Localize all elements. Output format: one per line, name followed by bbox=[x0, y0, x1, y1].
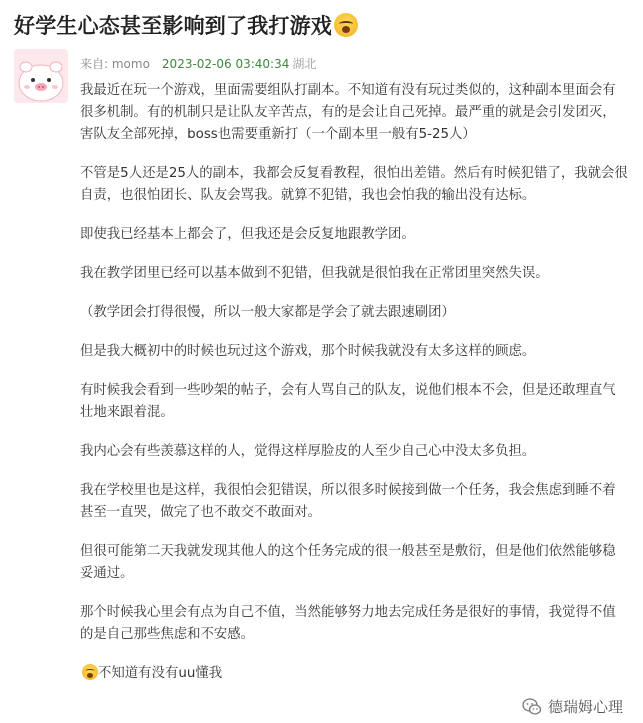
closing-text: 不知道有没有uu懂我 bbox=[98, 666, 223, 681]
post-title bbox=[14, 10, 358, 40]
wechat-icon bbox=[522, 697, 542, 717]
paragraph: 那个时候我心里会有点为自己不值，当然能够努力地去完成任务是很好的事情，我觉得不值的是自己那些焦虑和不安感。 bbox=[80, 605, 616, 642]
post-meta bbox=[80, 55, 316, 72]
paragraph: 我在教学团里已经可以基本做到不犯错，但我就是很怕我在正常团里突然失误。 bbox=[80, 266, 549, 281]
paragraph: 即使我已经基本上都会了，但我还是会反复地跟教学团。 bbox=[80, 227, 415, 242]
watermark-text: 德瑞姆心理 bbox=[547, 698, 623, 716]
crying-face-icon bbox=[334, 13, 358, 37]
crying-face-icon bbox=[82, 664, 98, 680]
paragraph: 我最近在玩一个游戏，里面需要组队打副本。不知道有没有玩过类似的，这种副本里面会有很多机制。有的机制只是让队友辛苦点，有的是会让自己死掉。最严重的就是会引发团灭，害队友全部死掉，boss也需要重新打（一个副本里一般有5-25人） bbox=[80, 83, 616, 142]
paragraph: 我内心会有些羡慕这样的人，觉得这样厚脸皮的人至少自己心中没太多负担。 bbox=[80, 444, 536, 459]
paragraph: （教学团会打得很慢，所以一般大家都是学会了就去跟速刷团） bbox=[80, 305, 455, 320]
paragraph: 但很可能第二天我就发现其他人的这个任务完成的很一般甚至是敷衍，但是他们依然能够稳妥通过。 bbox=[80, 544, 616, 581]
post-datetime: 2023-02-06 03:40:34 bbox=[161, 57, 290, 71]
paragraph: 不管是5人还是25人的副本，我都会反复看教程，很怕出差错。然后有时候犯错了，我就会很自责，也很怕团长、队友会骂我。就算不犯错，我也会怕我的输出没有达标。 bbox=[80, 166, 628, 203]
paragraph: 我在学校里也是这样，我很怕会犯错误，所以很多时候接到做一个任务，我会焦虑到睡不着甚至一直哭，做完了也不敢交不敢面对。 bbox=[80, 483, 616, 520]
post-body bbox=[80, 80, 628, 685]
closing-line bbox=[80, 663, 628, 685]
paragraph: 但是我大概初中的时候也玩过这个游戏，那个时候我就没有太多这样的顾虑。 bbox=[80, 344, 536, 359]
watermark bbox=[522, 696, 623, 717]
avatar[interactable] bbox=[14, 49, 68, 103]
paragraph: 有时候我会看到一些吵架的帖子，会有人骂自己的队友，说他们根本不会，但是还敢理直气壮地来跟着混。 bbox=[80, 383, 616, 420]
post-location: 湖北 bbox=[292, 57, 317, 71]
post-title-text: 好学生心态甚至影响到了我打游戏 bbox=[14, 14, 332, 38]
pig-avatar-icon bbox=[14, 49, 68, 103]
author-label[interactable]: 来自: momo bbox=[80, 57, 150, 71]
